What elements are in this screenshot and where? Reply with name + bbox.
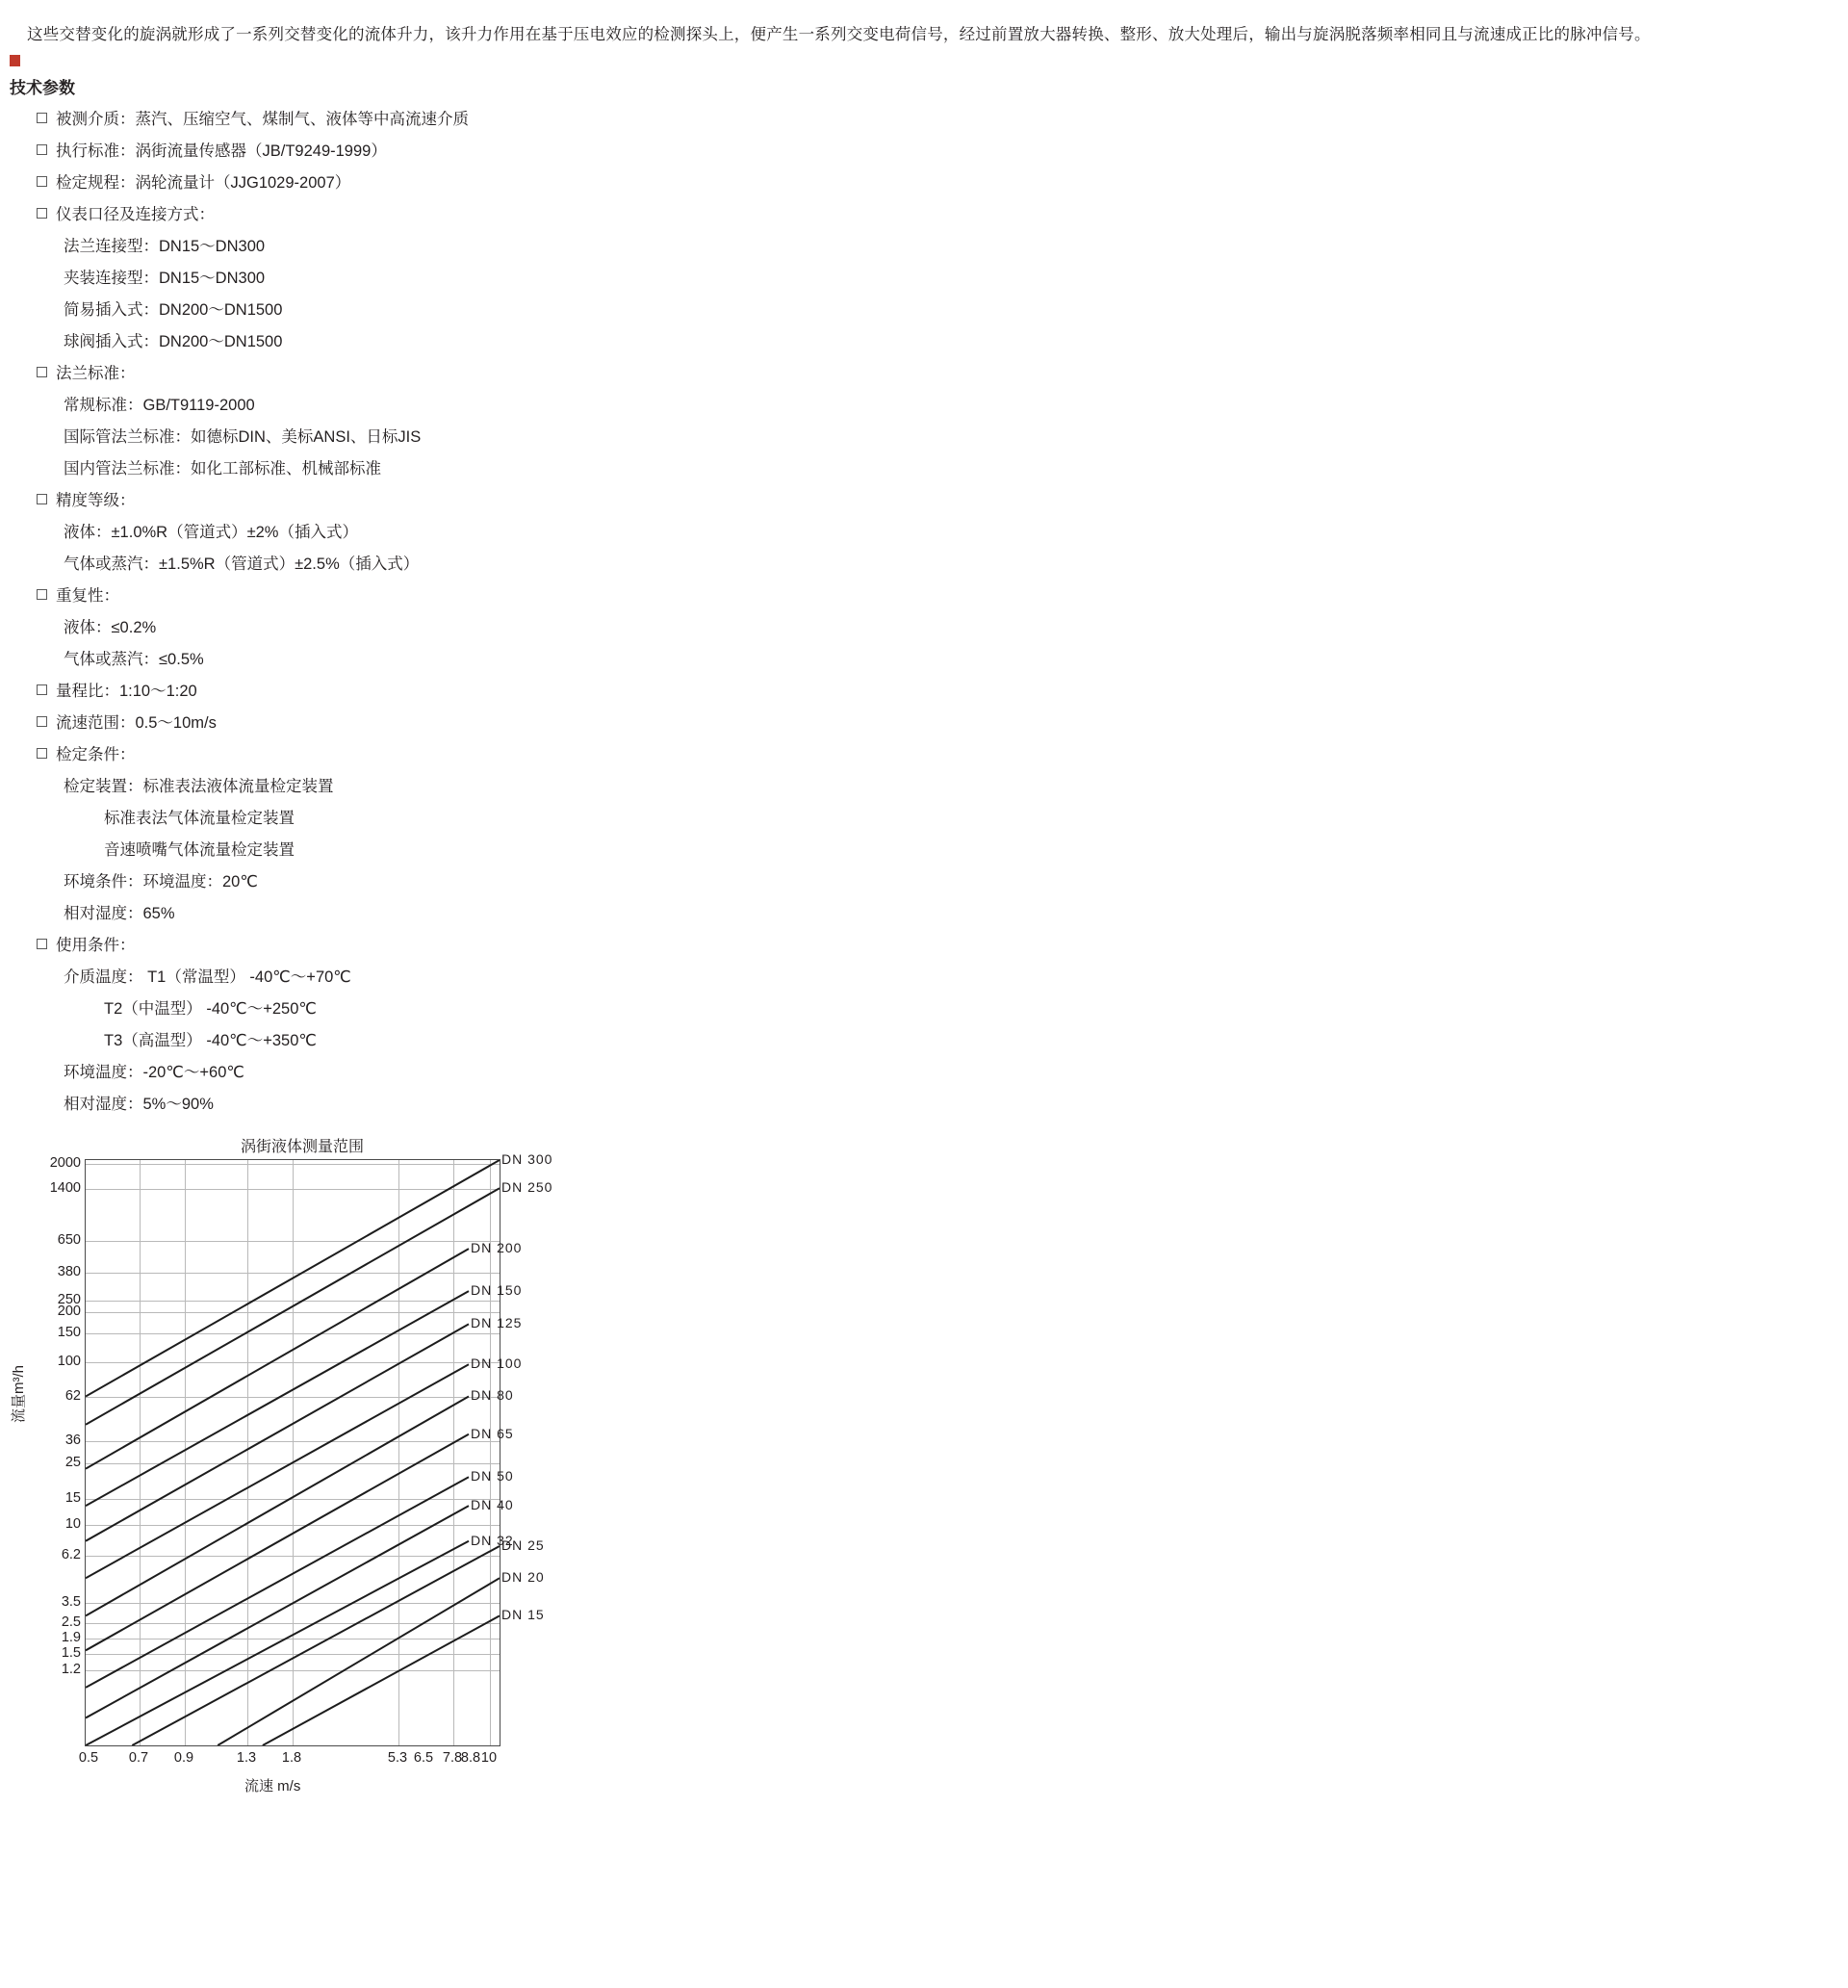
chart-series-line	[86, 1160, 500, 1397]
spec-item-text: 检定装置：标准表法液体流量检定装置	[64, 777, 334, 795]
chart-y-tick-label: 10	[64, 1515, 81, 1532]
chart-y-tick-label: 3.5	[61, 1593, 81, 1610]
spec-item-text: 国际管法兰标准：如德标DIN、美标ANSI、日标JIS	[64, 427, 422, 446]
spec-item-text: 被测介质：蒸汽、压缩空气、煤制气、液体等中高流速介质	[56, 110, 469, 128]
spec-item	[10, 295, 1848, 326]
spec-item-text: 使用条件：	[56, 936, 136, 954]
spec-item-text: 检定规程：涡轮流量计（JJG1029-2007）	[56, 173, 351, 192]
chart-x-tick-label: 1.3	[236, 1749, 257, 1766]
spec-item-text: 国内管法兰标准：如化工部标准、机械部标准	[64, 459, 381, 478]
spec-item	[10, 136, 1848, 168]
chart-series-label: DN 150	[470, 1281, 523, 1298]
square-bullet-icon	[37, 113, 47, 123]
spec-item-text: 环境温度：-20℃～+60℃	[64, 1063, 244, 1081]
chart-series-label: DN 125	[470, 1315, 523, 1331]
spec-item	[10, 708, 1848, 739]
chart-x-axis-label: 流速 m/s	[244, 1777, 301, 1794]
red-square-icon	[10, 55, 20, 66]
spec-item	[10, 168, 1848, 199]
spec-item	[10, 1089, 1848, 1121]
page-title: 技术参数	[10, 78, 75, 97]
spec-item-text: T2（中温型） -40℃～+250℃	[104, 999, 317, 1018]
spec-item-text: 音速喷嘴气体流量检定装置	[104, 840, 295, 859]
spec-item	[10, 898, 1848, 930]
spec-item-text: 精度等级：	[56, 491, 136, 509]
chart-series-line	[263, 1615, 500, 1745]
chart-series-label: DN 250	[501, 1179, 553, 1196]
chart-series-line	[86, 1364, 469, 1578]
spec-item-text: 气体或蒸汽：≤0.5%	[64, 650, 204, 668]
spec-item	[10, 581, 1848, 612]
square-bullet-icon	[37, 144, 47, 155]
spec-item-text: 常规标准：GB/T9119-2000	[64, 396, 255, 414]
spec-item	[10, 676, 1848, 708]
intro-paragraph: 这些交替变化的旋涡就形成了一系列交替变化的流体升力，该升力作用在基于压电效应的检测探头上，便产生一系列交变电荷信号，经过前置放大器转换、整形、放大处理后，输出与旋涡脱落频率相同且与流速成正比的脉冲信号。	[27, 26, 1651, 43]
spec-item-text: 液体：±1.0%R（管道式）±2%（插入式）	[64, 523, 358, 541]
spec-item	[10, 1057, 1848, 1089]
spec-item	[10, 422, 1848, 453]
chart-x-tick-label: 0.9	[173, 1749, 194, 1766]
chart-y-ticks	[17, 1154, 81, 1744]
square-bullet-icon	[37, 176, 47, 187]
spec-item	[10, 644, 1848, 676]
chart-y-tick-label: 36	[64, 1432, 81, 1448]
spec-item-text: 检定条件：	[56, 745, 136, 763]
spec-item	[10, 453, 1848, 485]
chart-x-tick-label: 5.3	[387, 1749, 408, 1766]
spec-item	[10, 835, 1848, 866]
chart-series-label: DN 20	[501, 1569, 545, 1586]
chart-series-label: DN 50	[470, 1468, 514, 1485]
red-marker-row	[0, 49, 1848, 70]
chart-x-tick-label: 10	[480, 1749, 498, 1766]
spec-item	[10, 231, 1848, 263]
specification-list	[0, 104, 1848, 1121]
square-bullet-icon	[37, 367, 47, 377]
chart-x-tick-label: 7.8	[442, 1749, 463, 1766]
spec-item	[10, 390, 1848, 422]
spec-item-text: 法兰标准：	[56, 364, 136, 382]
chart-y-tick-label: 1.5	[61, 1644, 81, 1661]
chart-y-tick-label: 2.5	[61, 1614, 81, 1630]
chart-series-line	[86, 1541, 469, 1745]
chart-y-tick-label: 15	[64, 1489, 81, 1506]
chart-y-tick-label: 380	[57, 1263, 81, 1279]
spec-item	[10, 771, 1848, 803]
spec-item-text: 相对湿度：65%	[64, 904, 175, 922]
spec-item	[10, 739, 1848, 771]
spec-item	[10, 485, 1848, 517]
chart-x-ticks	[78, 1749, 499, 1769]
chart-series-lines	[86, 1160, 500, 1745]
chart-series-label: DN 300	[501, 1150, 553, 1167]
spec-item-text: 标准表法气体流量检定装置	[104, 809, 295, 827]
chart-y-tick-label: 6.2	[61, 1546, 81, 1562]
chart-y-tick-label: 150	[57, 1324, 81, 1340]
chart-series-label: DN 32	[470, 1532, 514, 1548]
chart-y-tick-label: 650	[57, 1231, 81, 1248]
spec-item-text: 气体或蒸汽：±1.5%R（管道式）±2.5%（插入式）	[64, 555, 420, 573]
chart-series-label: DN 15	[501, 1607, 545, 1623]
spec-item-text: 环境条件：环境温度：20℃	[64, 872, 258, 891]
spec-item-text: 介质温度： T1（常温型） -40℃～+70℃	[64, 968, 351, 986]
spec-item	[10, 549, 1848, 581]
chart-container	[11, 1134, 653, 1808]
chart-x-tick-label: 0.5	[78, 1749, 99, 1766]
chart-x-tick-label: 0.7	[128, 1749, 149, 1766]
spec-item	[10, 930, 1848, 962]
square-bullet-icon	[37, 684, 47, 695]
chart-series-label: DN 25	[501, 1536, 545, 1553]
spec-item-text: 量程比：1:10～1:20	[56, 682, 197, 700]
spec-item-text: 流速范围：0.5～10m/s	[56, 713, 217, 732]
chart-y-tick-label: 2000	[49, 1154, 81, 1171]
chart-series-label: DN 100	[470, 1355, 523, 1372]
square-bullet-icon	[37, 589, 47, 600]
chart-series-label: DN 40	[470, 1497, 514, 1512]
chart-y-tick-label: 1.2	[61, 1661, 81, 1677]
chart-x-tick-label: 6.5	[413, 1749, 434, 1766]
square-bullet-icon	[37, 939, 47, 949]
square-bullet-icon	[37, 748, 47, 759]
spec-item	[10, 263, 1848, 295]
square-bullet-icon	[37, 208, 47, 219]
chart-y-axis-label: 流量m³/h	[11, 1364, 27, 1423]
spec-item-text: 重复性：	[56, 586, 119, 605]
spec-item-text: 相对湿度：5%～90%	[64, 1095, 214, 1113]
chart-plot-area	[85, 1159, 500, 1746]
chart-series-label: DN 80	[470, 1387, 514, 1404]
spec-item-text: 仪表口径及连接方式：	[56, 205, 215, 223]
chart-x-tick-label: 8.8	[460, 1749, 481, 1766]
spec-item-text: 法兰连接型：DN15～DN300	[64, 237, 266, 255]
chart-title: 涡街液体测量范围	[241, 1138, 365, 1155]
chart-y-tick-label: 100	[57, 1353, 81, 1369]
chart-series-line	[86, 1249, 469, 1469]
spec-item	[10, 1025, 1848, 1057]
chart-series-label: DN 200	[470, 1239, 523, 1255]
square-bullet-icon	[37, 494, 47, 504]
spec-item	[10, 962, 1848, 994]
square-bullet-icon	[37, 716, 47, 727]
spec-item	[10, 358, 1848, 390]
spec-item-text: 液体：≤0.2%	[64, 618, 157, 636]
chart-series-line	[86, 1506, 469, 1717]
spec-item	[10, 994, 1848, 1025]
spec-item	[10, 104, 1848, 136]
spec-item	[10, 803, 1848, 835]
chart-y-tick-label: 62	[64, 1387, 81, 1404]
chart-y-tick-label: 250	[57, 1291, 81, 1307]
chart-y-tick-label: 200	[57, 1303, 81, 1319]
spec-item-text: T3（高温型） -40℃～+350℃	[104, 1031, 317, 1049]
chart-x-tick-label: 1.8	[281, 1749, 302, 1766]
chart-series-label: DN 65	[470, 1425, 514, 1441]
spec-item-text: 球阀插入式：DN200～DN1500	[64, 332, 283, 350]
spec-item-text: 夹装连接型：DN15～DN300	[64, 269, 266, 287]
spec-item	[10, 199, 1848, 231]
chart-series-line	[86, 1291, 469, 1506]
chart-y-tick-label: 1.9	[61, 1629, 81, 1645]
chart-series-line	[86, 1434, 469, 1651]
chart-y-tick-label: 1400	[49, 1179, 81, 1196]
chart-series-line	[218, 1578, 500, 1745]
spec-item	[10, 326, 1848, 358]
chart-y-tick-label: 25	[64, 1454, 81, 1470]
spec-item	[10, 612, 1848, 644]
spec-item	[10, 866, 1848, 898]
spec-item-text: 简易插入式：DN200～DN1500	[64, 300, 283, 319]
spec-item-text: 执行标准：涡街流量传感器（JB/T9249-1999）	[56, 142, 387, 160]
spec-item	[10, 517, 1848, 549]
